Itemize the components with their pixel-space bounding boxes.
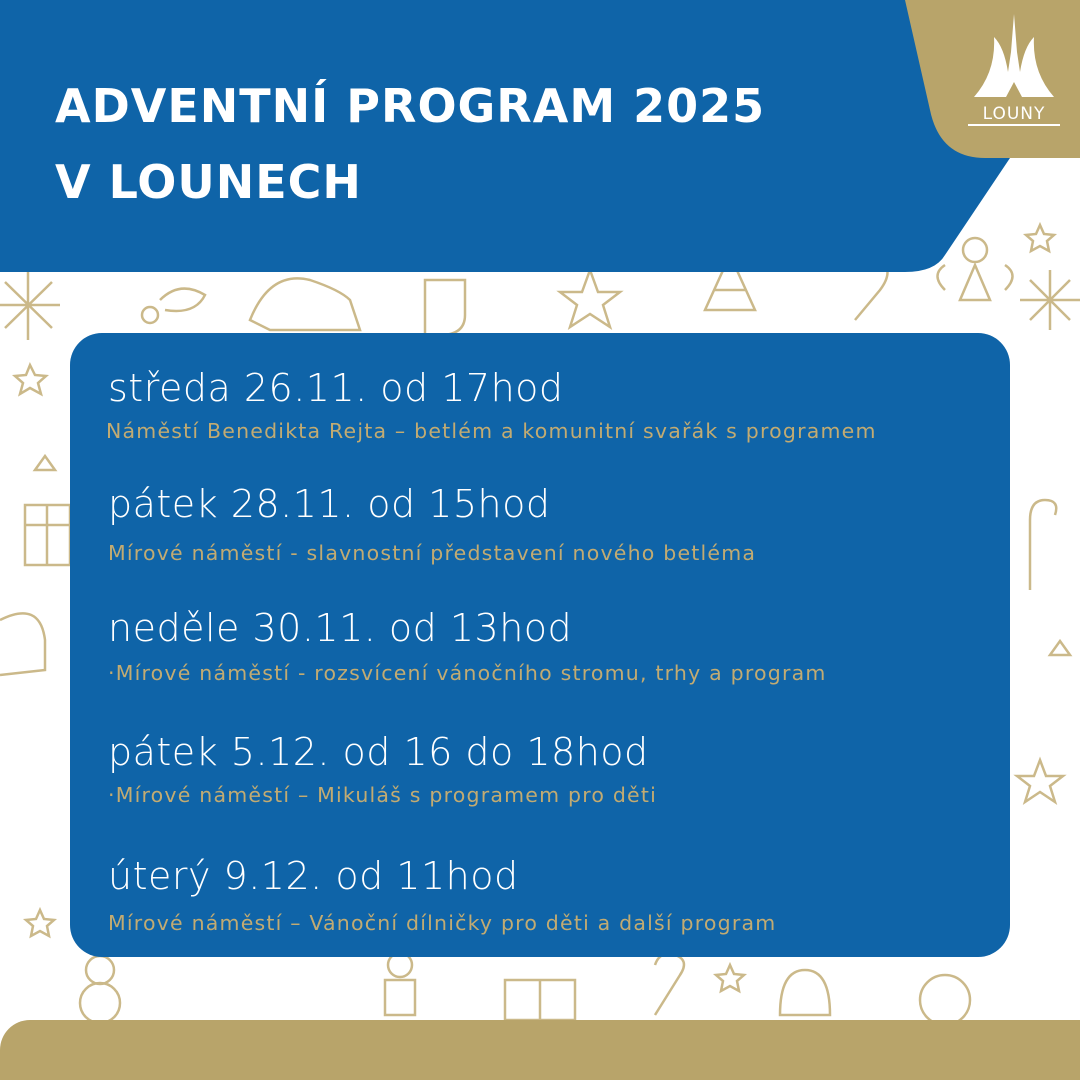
event-description: ·Mírové náměstí – Mikuláš s programem pro děti [108,783,657,807]
event-item [108,365,877,445]
event-description: ·Mírové náměstí - rozsvícení vánočního stromu, trhy a program [108,661,827,685]
event-description: Mírové náměstí - slavnostní představení nového betléma [108,541,757,565]
stocking-icon [425,280,465,335]
event-date: neděle 30.11. od 13hod [108,606,573,650]
bell-icon [780,970,830,1015]
star-icon [560,270,620,327]
event-item [108,853,776,937]
star-icon [1017,760,1063,802]
event-item [108,729,657,809]
triangle-icon [35,456,55,470]
gift-icon [505,980,575,1020]
title-line-1: ADVENTNÍ PROGRAM 2025 [55,79,766,133]
logo-text: LOUNY [968,104,1060,126]
star-icon [26,910,54,936]
event-description: Mírové náměstí – Vánoční dílničky pro děti a další program [108,911,777,935]
star-icon [716,965,744,991]
triangle-icon [1050,641,1070,655]
event-item [108,605,827,687]
event-item [108,481,756,567]
snowflake-icon [0,270,60,340]
page-title [55,68,765,220]
star-icon [1026,225,1054,251]
snowflake-icon [1020,270,1080,330]
santa-hat-icon [250,278,360,330]
event-date: středa 26.11. od 17hod [108,366,564,410]
event-description: Náměstí Benedikta Rejta – betlém a komunitní svařák s programem [106,419,877,443]
gift-icon [25,505,70,565]
program-card [70,333,1010,957]
ornament-icon [920,975,970,1025]
event-date: pátek 28.11. od 15hod [108,482,551,526]
gingerbread-icon [385,953,415,1015]
mitten-icon [0,613,45,675]
snowman-icon [80,956,120,1023]
star-icon [15,365,46,394]
title-line-2: V LOUNECH [55,155,362,209]
event-date: pátek 5.12. od 16 do 18hod [108,730,649,774]
candy-cane-icon [1030,500,1056,590]
candy-cane-icon [655,954,684,1015]
footer-bar [0,1020,1080,1080]
event-date: úterý 9.12. od 11hod [108,854,519,898]
holly-icon [142,289,205,323]
